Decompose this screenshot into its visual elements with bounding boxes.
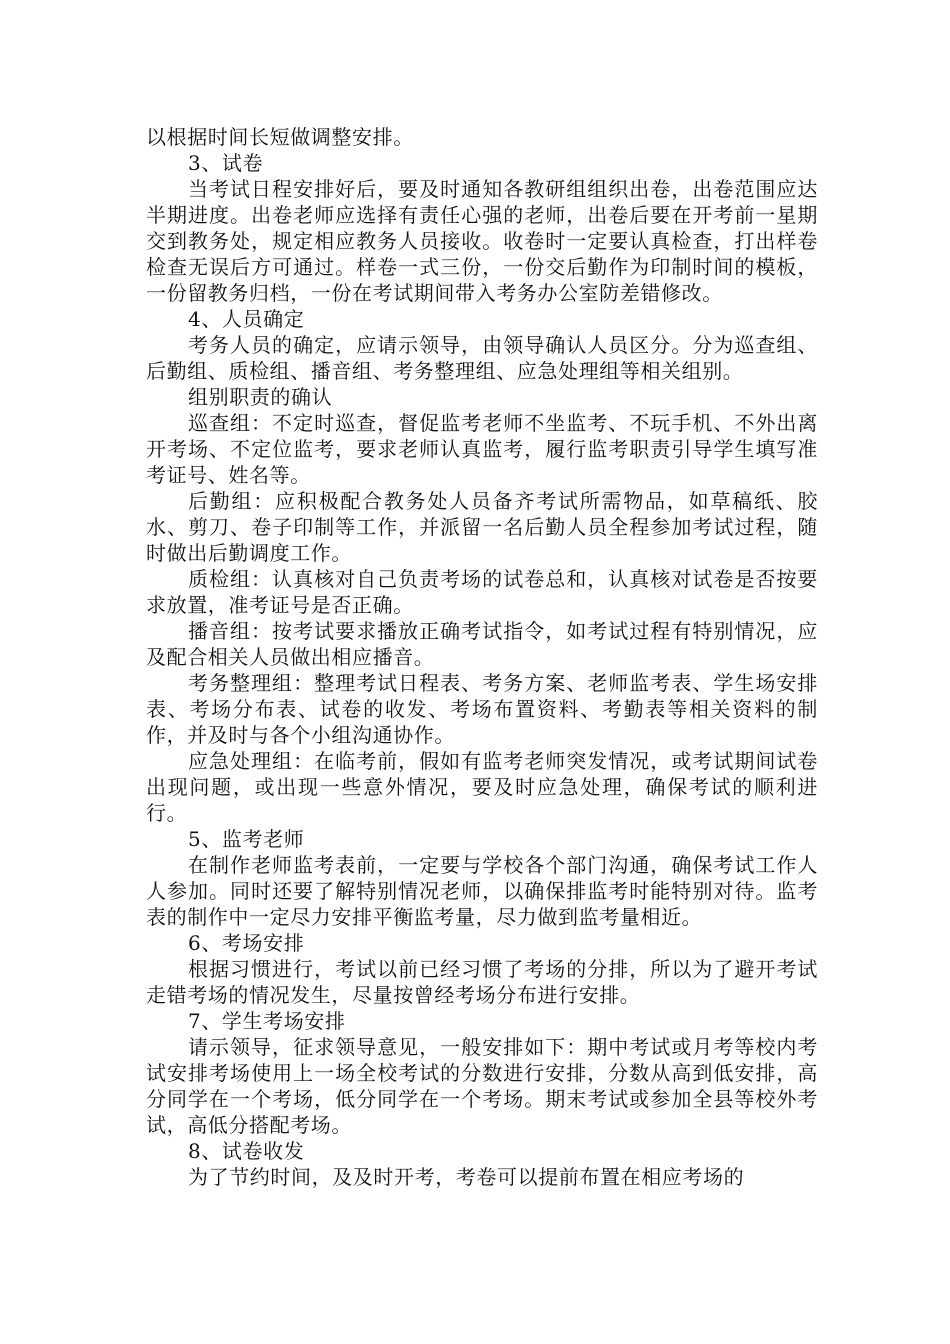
section-heading-paper-distribution: 8、试卷收发 bbox=[188, 1139, 305, 1163]
paragraph-patrol-group: 巡查组：不定时巡查，督促监考老师不坐监考、不玩手机、不外出离开考场、不定位监考，要求老师认真监考，履行监考职责引导学生填写准考证号、姓名等。 bbox=[146, 411, 818, 487]
section-heading-staff: 4、人员确定 bbox=[188, 307, 305, 331]
section-heading-exam-rooms: 6、考场安排 bbox=[188, 931, 305, 955]
paragraph-broadcast-group: 播音组：按考试要求播放正确考试指令，如考试过程有特别情况，应及配合相关人员做出相应播音。 bbox=[146, 619, 818, 669]
paragraph-student-rooms: 请示领导，征求领导意见，一般安排如下：期中考试或月考等校内考试安排考场使用上一场全校考试的分数进行安排，分数从高到低安排，高分同学在一个考场，低分同学在一个考场。期末考试或参加全县等校外考试，高低分搭配考场。 bbox=[146, 1035, 818, 1137]
document-body bbox=[146, 124, 818, 1190]
paragraph-exam-papers: 当考试日程安排好后，要及时通知各教研组组织出卷，出卷范围应达半期进度。出卷老师应选择有责任心强的老师，出卷后要在开考前一星期交到教务处，规定相应教务人员接收。收卷时一定要认真检查，打出样卷检查无误后方可通过。样卷一式三份，一份交后勤作为印制时间的模板，一份留教务归档，一份在考试期间带入考务办公室防差错修改。 bbox=[146, 177, 818, 305]
paragraph-invigilators: 在制作老师监考表前，一定要与学校各个部门沟通，确保考试工作人人参加。同时还要了解特别情况老师，以确保排监考时能特别对待。监考表的制作中一定尽力安排平衡监考量，尽力做到监考量相近。 bbox=[146, 853, 818, 929]
paragraph-paper-distribution: 为了节约时间，及及时开考，考卷可以提前布置在相应考场的 bbox=[188, 1165, 745, 1189]
paragraph-staff: 考务人员的确定，应请示领导，由领导确认人员区分。分为巡查组、后勤组、质检组、播音组、考务整理组、应急处理组等相关组别。 bbox=[146, 333, 818, 383]
section-heading-exam-papers: 3、试卷 bbox=[188, 151, 264, 175]
paragraph-continuation: 以根据时间长短做调整安排。 bbox=[146, 125, 414, 149]
section-heading-invigilators: 5、监考老师 bbox=[188, 827, 305, 851]
paragraph-exam-rooms: 根据习惯进行，考试以前已经习惯了考场的分排，所以为了避开考试走错考场的情况发生，尽量按曾经考场分布进行安排。 bbox=[146, 957, 818, 1007]
paragraph-quality-group: 质检组：认真核对自己负责考场的试卷总和，认真核对试卷是否按要求放置，准考证号是否正确。 bbox=[146, 567, 818, 617]
paragraph-logistics-group: 后勤组：应积极配合教务处人员备齐考试所需物品，如草稿纸、胶水、剪刀、卷子印制等工作，并派留一名后勤人员全程参加考试过程，随时做出后勤调度工作。 bbox=[146, 489, 818, 565]
section-heading-student-rooms: 7、学生考场安排 bbox=[188, 1009, 346, 1033]
paragraph-emergency-group: 应急处理组：在临考前，假如有监考老师突发情况，或考试期间试卷出现问题，或出现一些意外情况，要及时应急处理，确保考试的顺利进行。 bbox=[146, 749, 818, 825]
paragraph-affairs-group: 考务整理组：整理考试日程表、考务方案、老师监考表、学生场安排表、考场分布表、试卷的收发、考场布置资料、考勤表等相关资料的制作，并及时与各个小组沟通协作。 bbox=[146, 671, 818, 747]
subheading-group-duties: 组别职责的确认 bbox=[188, 385, 333, 409]
